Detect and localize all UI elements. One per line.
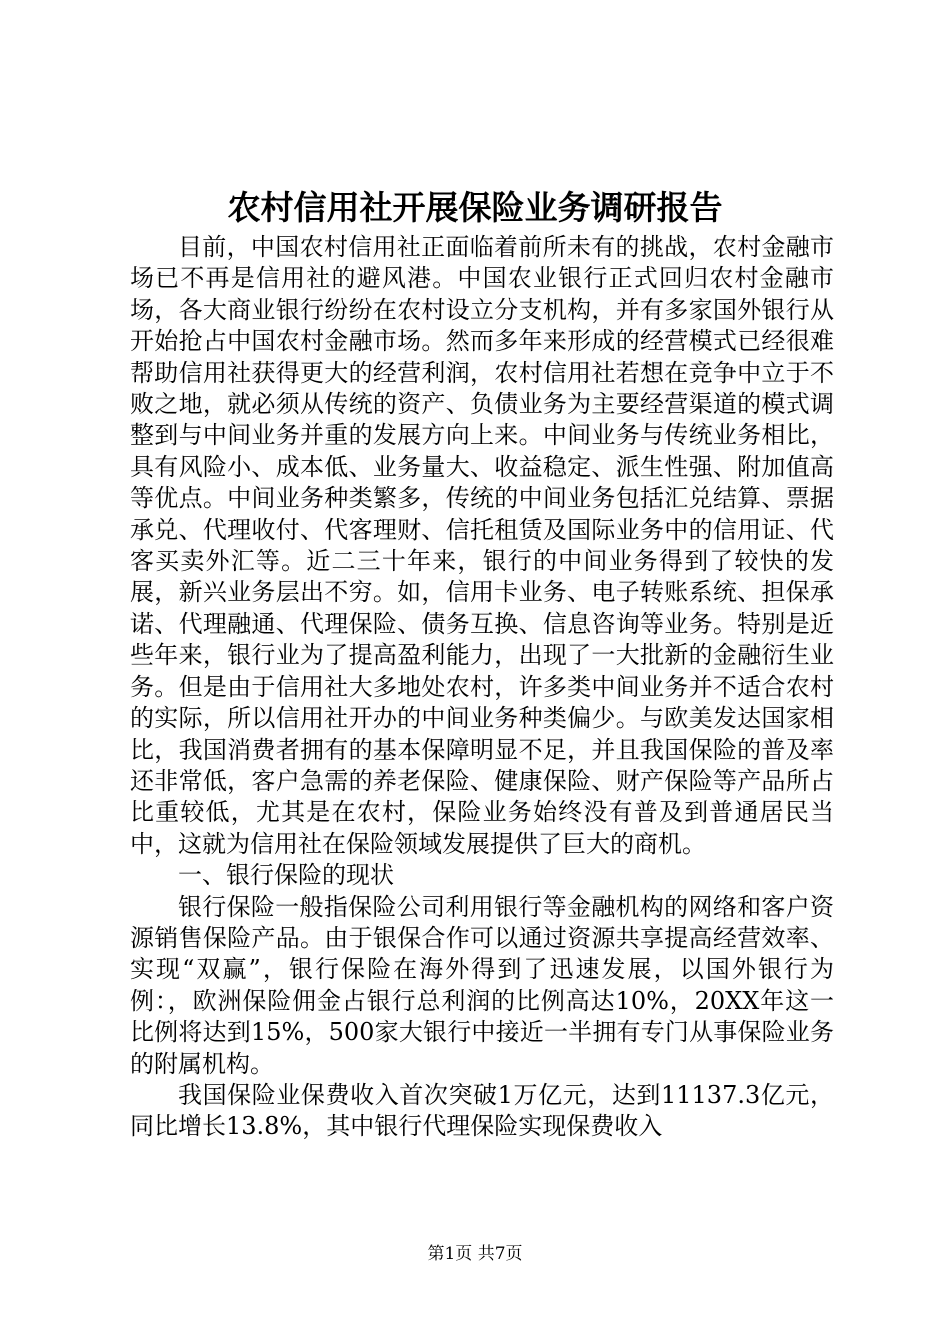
document-body: [130, 232, 834, 1143]
page-footer: 第1页 共7页: [427, 1244, 523, 1264]
paragraph-intro: 目前，中国农村信用社正面临着前所未有的挑战，农村金融市场已不再是信用社的避风港。中国农业银行正式回归农村金融市场，各大商业银行纷纷在农村设立分支机构，并有多家国外银行从开始抢占中国农村金融市场。然而多年来形成的经营模式已经很难帮助信用社获得更大的经营利润，农村信用社若想在竞争中立于不败之地，就必须从传统的资产、负债业务为主要经营渠道的模式调整到与中间业务并重的发展方向上来。中间业务与传统业务相比，具有风险小、成本低、业务量大、收益稳定、派生性强、附加值高等优点。中间业务种类繁多，传统的中间业务包括汇兑结算、票据承兑、代理收付、代客理财、信托租赁及国际业务中的信用证、代客买卖外汇等。近二三十年来，银行的中间业务得到了较快的发展，新兴业务层出不穷。如，信用卡业务、电子转账系统、担保承诺、代理融通、代理保险、债务互换、信息咨询等业务。特别是近些年来，银行业为了提高盈利能力，出现了一大批新的金融衍生业务。但是由于信用社大多地处农村，许多类中间业务并不适合农村的实际，所以信用社开办的中间业务种类偏少。与欧美发达国家相比，我国消费者拥有的基本保障明显不足，并且我国保险的普及率还非常低，客户急需的养老保险、健康保险、财产保险等产品所占比重较低，尤其是在农村，保险业务始终没有普及到普通居民当中，这就为信用社在保险领域发展提供了巨大的商机。: [130, 233, 834, 858]
paragraph-premium-income: 我国保险业保费收入首次突破1万亿元，达到11137.3亿元，同比增长13.8%，其中银行代理保险实现保费收入: [130, 1080, 834, 1141]
section-heading-status: 一、银行保险的现状: [178, 861, 394, 890]
document-title: 农村信用社开展保险业务调研报告: [227, 188, 723, 227]
paragraph-bank-insurance: 银行保险一般指保险公司利用银行等金融机构的网络和客户资源销售保险产品。由于银保合作可以通过资源共享提高经营效率、实现“双赢”，银行保险在海外得到了迅速发展，以国外银行为例：，欧洲保险佣金占银行总利润的比例高达10%，20XX年这一比例将达到15%，500家大银行中接近一半拥有专门从事保险业务的附属机构。: [130, 892, 834, 1078]
